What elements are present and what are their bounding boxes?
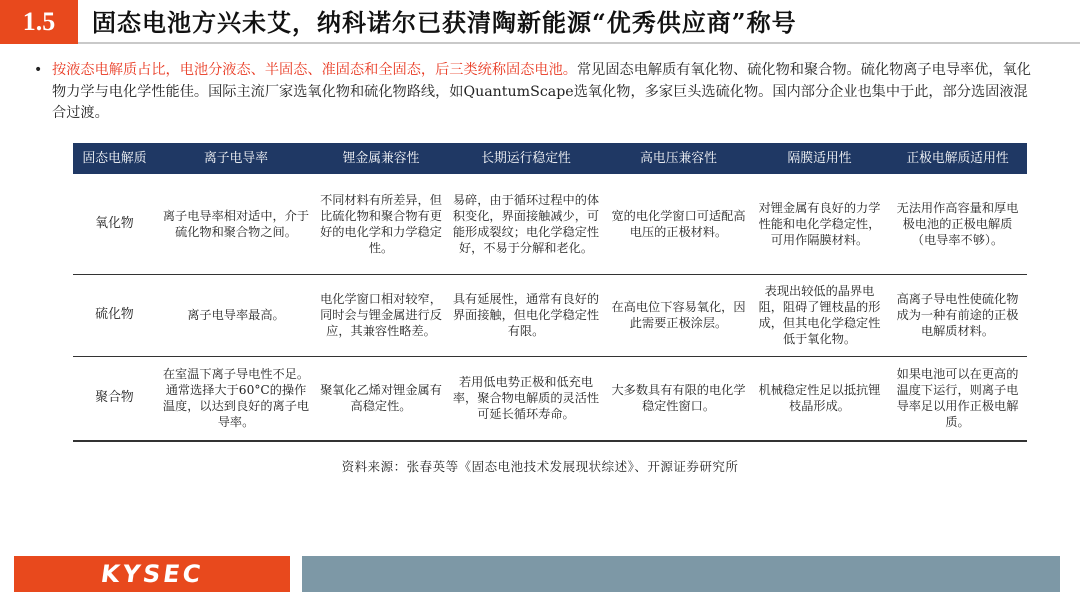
table-cell: 离子电导率相对适中，介于硫化物和聚合物之间。 — [156, 174, 316, 274]
table-cell: 不同材料有所差异，但比硫化物和聚合物有更好的电化学和力学稳定性。 — [316, 174, 446, 274]
section-number: 1.5 — [0, 0, 78, 44]
table-cell: 若用低电势正极和低充电率，聚合物电解质的灵活性可延长循环寿命。 — [446, 356, 606, 441]
table-cell: 易碎，由于循环过程中的体积变化，界面接触减少，可能形成裂纹；电化学稳定性好，不易于分解和老化。 — [446, 174, 606, 274]
table-cell: 在高电位下容易氧化，因此需要正极涂层。 — [606, 274, 751, 356]
table-cell: 离子电导率最高。 — [156, 274, 316, 356]
table-row — [73, 356, 1027, 441]
table-cell: 对锂金属有良好的力学性能和电化学稳定性，可用作隔膜材料。 — [751, 174, 888, 274]
row-label-polymer: 聚合物 — [73, 356, 156, 441]
table-cell: 机械稳定性足以抵抗锂枝晶形成。 — [751, 356, 888, 441]
header-separator-suitability: 隔膜适用性 — [751, 143, 888, 174]
row-label-oxide: 氧化物 — [73, 174, 156, 274]
table-row — [73, 174, 1027, 274]
table-cell: 具有延展性，通常有良好的界面接触，但电化学稳定性有限。 — [446, 274, 606, 356]
table-cell: 高离子导电性使硫化物成为一种有前途的正极电解质材料。 — [888, 274, 1027, 356]
footer-bar — [302, 556, 1060, 592]
row-label-sulfide: 硫化物 — [73, 274, 156, 356]
electrolyte-comparison-table — [73, 143, 1027, 442]
header-long-term-stability: 长期运行稳定性 — [446, 143, 606, 174]
logo-text: KYSEC — [98, 560, 206, 588]
table-row — [73, 274, 1027, 356]
table-cell: 如果电池可以在更高的温度下运行，则离子电导率足以用作正极电解质。 — [888, 356, 1027, 441]
table-cell: 无法用作高容量和厚电极电池的正极电解质（电导率不够）。 — [888, 174, 1027, 274]
summary-bullet — [34, 60, 1037, 125]
bullet-dot-icon: • — [34, 62, 43, 78]
table-header-row — [73, 143, 1027, 174]
table-cell: 聚氧化乙烯对锂金属有高稳定性。 — [316, 356, 446, 441]
bullet-highlight: 按液态电解质占比，电池分液态、半固态、准固态和全固态，后三类统称固态电池。 — [52, 62, 577, 78]
page-title: 固态电池方兴未艾，纳科诺尔已获清陶新能源“优秀供应商”称号 — [92, 8, 797, 37]
footer — [0, 556, 1080, 592]
table-cell: 大多数具有有限的电化学稳定性窗口。 — [606, 356, 751, 441]
title-divider — [78, 42, 1080, 44]
header-ionic-conductivity: 离子电导率 — [156, 143, 316, 174]
kysec-logo — [14, 556, 290, 592]
header-cathode-suitability: 正极电解质适用性 — [888, 143, 1027, 174]
header-electrolyte: 固态电解质 — [73, 143, 156, 174]
header-lithium-compatibility: 锂金属兼容性 — [316, 143, 446, 174]
table-cell: 宽的电化学窗口可适配高电压的正极材料。 — [606, 174, 751, 274]
table-cell: 电化学窗口相对较窄，同时会与锂金属进行反应，其兼容性略差。 — [316, 274, 446, 356]
bullet-text: 常见固态电解质有氧化物、硫化物和聚合物。硫化物离子电导率优，氧化物力学与电化学性能佳。国际主流厂家选氧化物和硫化物路线，如QuantumScape选氧化物，多家巨头选硫化物。国内部分企业也集中于此，部分选固液混合过渡。 — [52, 62, 1031, 121]
table-cell: 在室温下离子导电性不足。通常选择大于60°C的操作温度，以达到良好的离子电导率。 — [156, 356, 316, 441]
table-cell: 表现出较低的晶界电阻，阻碍了锂枝晶的形成，但其电化学稳定性低于氧化物。 — [751, 274, 888, 356]
source-note: 资料来源：张春英等《固态电池技术发展现状综述》、开源证券研究所 — [341, 459, 739, 474]
header — [0, 0, 1080, 46]
header-high-voltage-compatibility: 高电压兼容性 — [606, 143, 751, 174]
